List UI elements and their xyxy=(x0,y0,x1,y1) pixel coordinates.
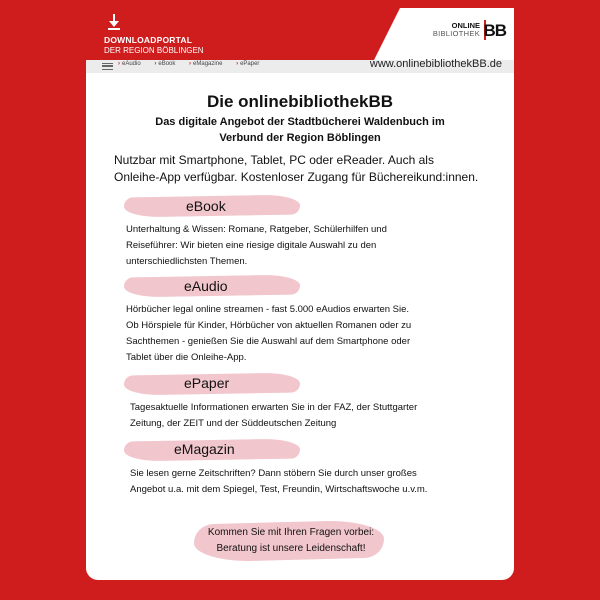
website-url[interactable]: www.onlinebibliothekBB.de xyxy=(369,58,502,70)
intro-text xyxy=(114,152,494,186)
subtitle-line2: Verbund der Region Böblingen xyxy=(219,132,381,144)
closing-line1: Kommen Sie mit Ihren Fragen vorbei: xyxy=(207,527,375,538)
section-title-eaudio: eAudio xyxy=(184,278,228,294)
nav-item-emagazine[interactable]: › eMagazine xyxy=(189,61,223,67)
section-text-eaudio xyxy=(126,302,411,366)
nav-item-ebook[interactable]: › eBook xyxy=(154,61,176,67)
eaudio-line: Tablet über die Onleihe-App. xyxy=(126,352,247,363)
logo-wordmark xyxy=(433,22,480,38)
epaper-line: Zeitung, der ZEIT und der Süddeutschen Zeitung xyxy=(130,418,337,429)
section-title-emagazin: eMagazin xyxy=(174,441,235,457)
section-text-emagazin xyxy=(130,466,427,498)
eaudio-line: Hörbücher legal online streamen - fast 5.000 eAudios erwarten Sie. xyxy=(126,304,410,315)
page-title: Die onlinebibliothekBB xyxy=(206,92,394,111)
ebook-line: Reiseführer: Wir bieten eine riesige digitale Auswahl zu den xyxy=(126,240,377,251)
hamburger-menu-icon[interactable] xyxy=(102,63,113,70)
emagazin-line: Sie lesen gerne Zeitschriften? Dann stöbern Sie durch unser großes xyxy=(130,468,417,479)
epaper-line: Tagesaktuelle Informationen erwarten Sie in der FAZ, der Stuttgarter xyxy=(130,402,418,413)
download-arrow-icon xyxy=(108,14,120,30)
nav-item-eaudio[interactable]: › eAudio xyxy=(118,61,141,67)
eaudio-line: Sachthemen - genießen Sie die Auswahl auf dem Smartphone oder xyxy=(126,336,411,347)
nav-items xyxy=(118,61,271,67)
nav-item-epaper[interactable]: › ePaper xyxy=(236,61,260,67)
section-title-epaper: ePaper xyxy=(184,375,230,391)
portal-subtitle: DER REGION BÖBLINGEN xyxy=(104,46,204,55)
portal-title: DOWNLOADPORTAL xyxy=(104,35,193,45)
eaudio-line: Ob Hörspiele für Kinder, Hörbücher von aktuellen Romanen oder zu xyxy=(126,320,412,331)
ebook-line: unterschiedlichsten Themen. xyxy=(126,256,248,267)
intro-line2: Onleihe-App verfügbar. Kostenloser Zugang für Büchereikund:innen. xyxy=(114,170,479,184)
closing-line2: Beratung ist unsere Leidenschaft! xyxy=(216,543,366,554)
section-text-ebook xyxy=(126,222,387,270)
section-text-epaper xyxy=(130,400,417,432)
subtitle-line1: Das digitale Angebot der Stadtbücherei Waldenbuch im xyxy=(155,116,445,128)
emagazin-line: Angebot u.a. mit dem Spiegel, Test, Freundin, Wirtschaftswoche u.v.m. xyxy=(130,484,428,495)
logo-line1: ONLINE xyxy=(451,21,480,30)
ebook-line: Unterhaltung & Wissen: Romane, Ratgeber, Schülerhilfen und xyxy=(126,224,387,235)
closing-message xyxy=(176,525,406,557)
logo-mark: BB xyxy=(483,21,506,40)
nav-bar xyxy=(86,60,514,73)
logo-line2: BIBLIOTHEK xyxy=(432,29,480,38)
page-subtitle xyxy=(116,114,484,146)
section-title-ebook: eBook xyxy=(186,198,226,214)
header-bar xyxy=(86,8,514,60)
intro-line1: Nutzbar mit Smartphone, Tablet, PC oder eReader. Auch als xyxy=(114,153,434,167)
flyer-card xyxy=(86,8,514,580)
